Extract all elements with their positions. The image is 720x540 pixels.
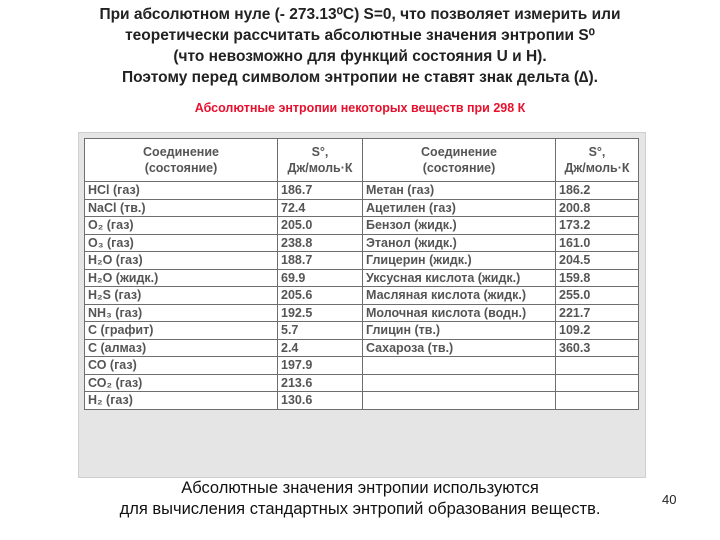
left-entropy: 69.9 bbox=[278, 269, 363, 287]
table-row bbox=[85, 217, 639, 235]
intro-text bbox=[20, 4, 700, 88]
right-entropy: 109.2 bbox=[556, 322, 639, 340]
left-entropy: 5.7 bbox=[278, 322, 363, 340]
right-compound: Молочная кислота (водн.) bbox=[363, 304, 556, 322]
right-compound: Глицин (тв.) bbox=[363, 322, 556, 340]
header-compound-left: Соединение (состояние) bbox=[85, 139, 278, 182]
right-entropy: 204.5 bbox=[556, 252, 639, 270]
left-compound: H₂O (газ) bbox=[85, 252, 278, 270]
footer-line-2: для вычисления стандартных энтропий образования веществ. bbox=[119, 500, 601, 518]
page-number: 40 bbox=[662, 492, 677, 507]
left-entropy: 238.8 bbox=[278, 234, 363, 252]
left-entropy: 130.6 bbox=[278, 392, 363, 410]
intro-line-2: теоретически рассчитать абсолютные значения энтропии S⁰ bbox=[125, 27, 595, 44]
right-compound: Ацетилен (газ) bbox=[363, 199, 556, 217]
right-entropy: 159.8 bbox=[556, 269, 639, 287]
right-entropy: 173.2 bbox=[556, 217, 639, 235]
right-compound bbox=[363, 374, 556, 392]
table-row bbox=[85, 199, 639, 217]
right-entropy: 186.2 bbox=[556, 182, 639, 200]
intro-line-1: При абсолютном нуле (- 273.13⁰С) S=0, что позволяет измерить или bbox=[99, 6, 621, 23]
table-header-row bbox=[85, 139, 639, 182]
left-entropy: 197.9 bbox=[278, 357, 363, 375]
table-row bbox=[85, 339, 639, 357]
left-compound: H₂ (газ) bbox=[85, 392, 278, 410]
left-entropy: 205.6 bbox=[278, 287, 363, 305]
header-entropy-right: S°, Дж/моль·К bbox=[556, 139, 639, 182]
left-entropy: 186.7 bbox=[278, 182, 363, 200]
left-compound: СО₂ (газ) bbox=[85, 374, 278, 392]
left-entropy: 205.0 bbox=[278, 217, 363, 235]
footer-text bbox=[20, 478, 700, 520]
right-entropy bbox=[556, 357, 639, 375]
header-compound-right: Соединение (состояние) bbox=[363, 139, 556, 182]
left-compound: NH₃ (газ) bbox=[85, 304, 278, 322]
right-compound: Метан (газ) bbox=[363, 182, 556, 200]
intro-line-4: Поэтому перед символом энтропии не ставят знак дельта (∆). bbox=[122, 69, 598, 86]
right-entropy: 360.3 bbox=[556, 339, 639, 357]
right-compound: Глицерин (жидк.) bbox=[363, 252, 556, 270]
left-entropy: 192.5 bbox=[278, 304, 363, 322]
table-row bbox=[85, 357, 639, 375]
right-compound: Сахароза (тв.) bbox=[363, 339, 556, 357]
right-compound: Этанол (жидк.) bbox=[363, 234, 556, 252]
left-compound: NaCl (тв.) bbox=[85, 199, 278, 217]
left-compound: O₃ (газ) bbox=[85, 234, 278, 252]
right-compound bbox=[363, 392, 556, 410]
right-entropy: 221.7 bbox=[556, 304, 639, 322]
left-compound: H₂O (жидк.) bbox=[85, 269, 278, 287]
table-row bbox=[85, 322, 639, 340]
left-compound: С (графит) bbox=[85, 322, 278, 340]
entropy-table bbox=[84, 138, 639, 410]
right-entropy: 161.0 bbox=[556, 234, 639, 252]
intro-line-3: (что невозможно для функций состояния U и H). bbox=[173, 48, 547, 65]
right-entropy: 255.0 bbox=[556, 287, 639, 305]
table-row bbox=[85, 304, 639, 322]
right-entropy bbox=[556, 392, 639, 410]
right-compound: Уксусная кислота (жидк.) bbox=[363, 269, 556, 287]
left-entropy: 72.4 bbox=[278, 199, 363, 217]
right-entropy: 200.8 bbox=[556, 199, 639, 217]
left-compound: СО (газ) bbox=[85, 357, 278, 375]
header-entropy-left: S°, Дж/моль·К bbox=[278, 139, 363, 182]
left-compound: H₂S (газ) bbox=[85, 287, 278, 305]
right-entropy bbox=[556, 374, 639, 392]
table-row bbox=[85, 374, 639, 392]
left-entropy: 213.6 bbox=[278, 374, 363, 392]
table-row bbox=[85, 287, 639, 305]
table-title: Абсолютные энтропии некоторых веществ при 298 К bbox=[194, 101, 526, 115]
table-row bbox=[85, 234, 639, 252]
left-compound: HCl (газ) bbox=[85, 182, 278, 200]
footer-line-1: Абсолютные значения энтропии используются bbox=[181, 479, 539, 497]
table-row bbox=[85, 392, 639, 410]
left-compound: O₂ (газ) bbox=[85, 217, 278, 235]
right-compound: Бензол (жидк.) bbox=[363, 217, 556, 235]
left-entropy: 188.7 bbox=[278, 252, 363, 270]
table-row bbox=[85, 269, 639, 287]
left-entropy: 2.4 bbox=[278, 339, 363, 357]
table-row bbox=[85, 252, 639, 270]
left-compound: С (алмаз) bbox=[85, 339, 278, 357]
right-compound: Масляная кислота (жидк.) bbox=[363, 287, 556, 305]
table-row bbox=[85, 182, 639, 200]
right-compound bbox=[363, 357, 556, 375]
